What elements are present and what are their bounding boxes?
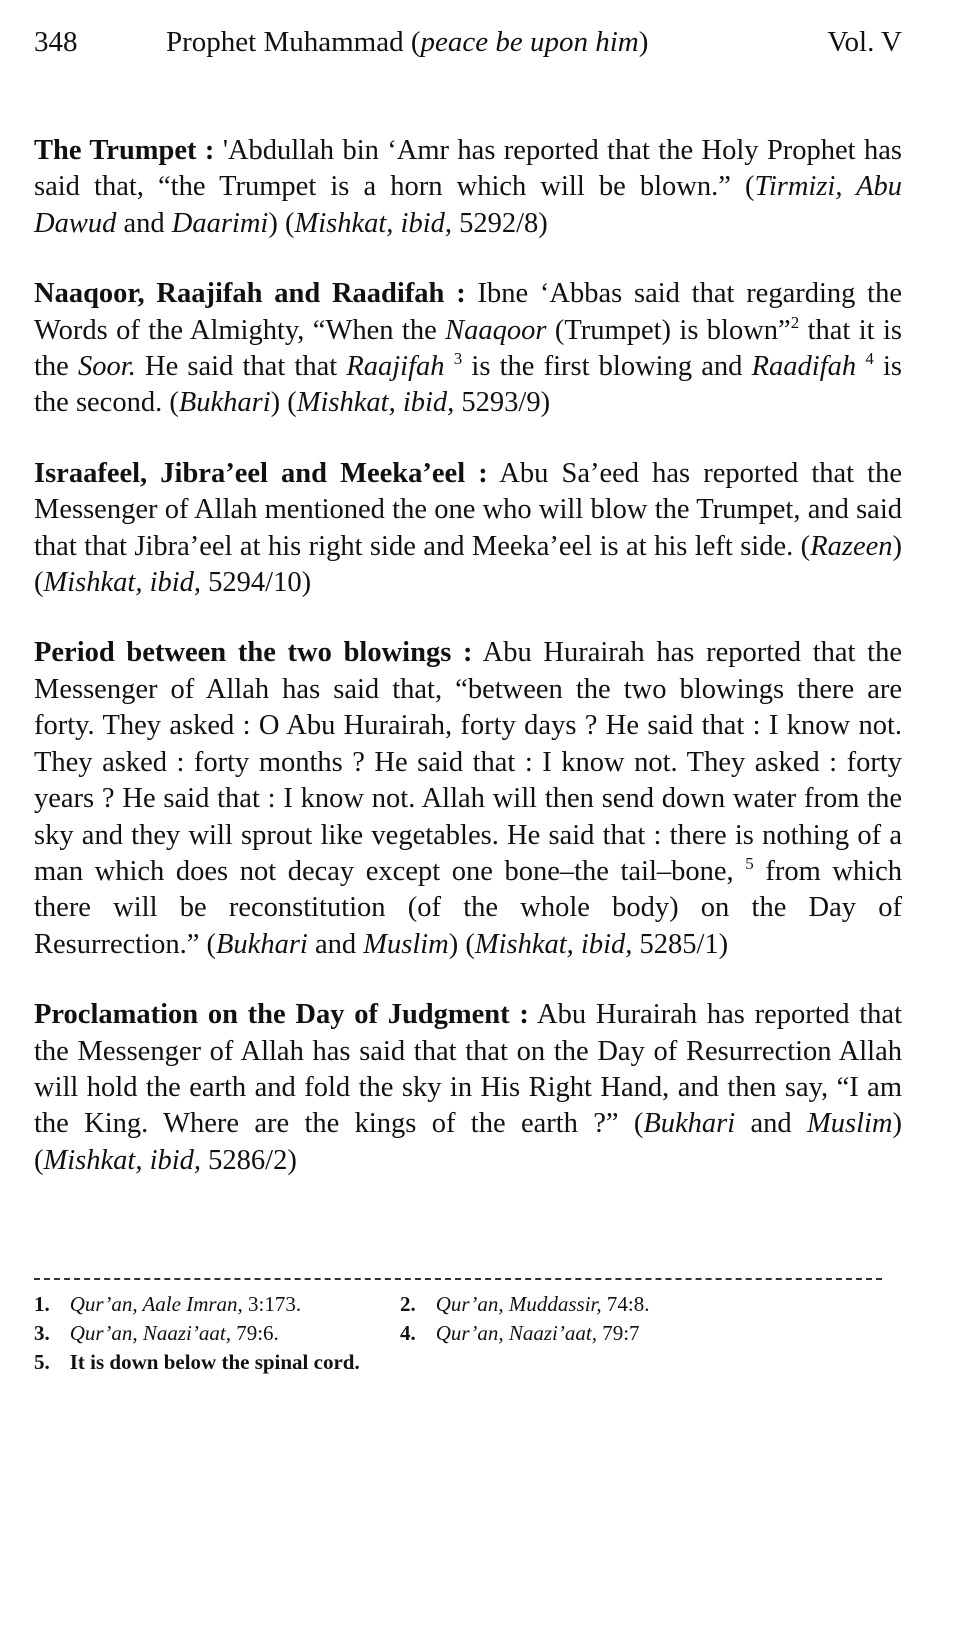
text: Ibne ‘Abbas said that regarding the Words of the Almighty, “When the <box>34 278 902 346</box>
footnote-source: Qur’an, Aale Imran, <box>69 1292 243 1316</box>
paragraph-naaqoor <box>34 276 902 422</box>
citation: Bukhari <box>643 1108 736 1140</box>
citation: Muslim <box>363 928 449 960</box>
footnote-text: 74:8. <box>601 1292 650 1316</box>
footnote-text: 79:6. <box>230 1321 279 1345</box>
footnote-ref: 4 <box>865 349 874 369</box>
text: Abu Hurairah has reported that the Messenger of Allah has said that that on the Day of Resurrection Allah will hold the earth and fold the sky in His Right Hand, and then say, “I am the King. Where are the kings of the earth ?” ( <box>34 999 902 1140</box>
paragraph-period <box>34 635 902 963</box>
citation: Daarimi <box>171 207 269 239</box>
footnote-source: Qur’an, Naazi’aat, <box>435 1321 597 1345</box>
footnote-source: Qur’an, Muddassir, <box>435 1292 602 1316</box>
paragraph-heading: Period between the two blowings : <box>34 637 473 669</box>
running-title-suffix: ) <box>638 26 649 58</box>
text: He said that that <box>135 351 347 383</box>
text: ) ( <box>34 530 902 599</box>
footnote-number: 1. <box>34 1292 50 1316</box>
text: ) ( <box>268 207 295 239</box>
footnote-number: 4. <box>400 1321 416 1345</box>
text: 5294/10) <box>201 567 312 599</box>
paragraph-heading: Israafeel, Jibra’eel and Meeka’eel : <box>34 457 488 489</box>
footnote-text: 3:173. <box>242 1292 302 1316</box>
text: is the first blowing and <box>462 351 752 383</box>
paragraph-proclamation <box>34 997 902 1179</box>
text: is the second. ( <box>34 351 903 419</box>
text: and <box>735 1108 807 1140</box>
paragraph-heading: Proclamation on the Day of Judgment : <box>34 999 529 1031</box>
citation: Muslim <box>807 1108 893 1140</box>
text: that it is the <box>34 314 902 383</box>
text: 'Abdullah bin ‘Amr has reported that the Holy Prophet has said that, “the Trumpet is a horn which will be blown.” ( <box>34 135 902 203</box>
footnote-ref: 5 <box>745 853 754 873</box>
text: 5286/2) <box>201 1144 297 1176</box>
citation: Bukhari <box>178 387 271 419</box>
term: Naaqoor <box>445 314 547 346</box>
paragraph-heading: The Trumpet : <box>34 135 215 166</box>
footnote-divider <box>34 1278 882 1280</box>
text: Abu Hurairah has reported that the Messenger of Allah has said that, “between the two blowings there are forty. They asked : O Abu Hurairah, forty days ? He said that : I know not. They asked : forty months ? He said that : I know not. They asked : forty years ? He said that : I know not. Allah will then send down water from the sky and they will sprout like vegetables. He said that : there is nothing of a man which does not decay except one bone–the tail–bone, <box>34 637 902 887</box>
paragraph-israafeel <box>34 456 902 602</box>
volume-label: Vol. V <box>827 26 902 58</box>
term: Raadifah <box>751 351 857 383</box>
footnote-text: 79:7 <box>596 1321 640 1345</box>
text: ) ( <box>448 928 475 960</box>
text: (Trumpet) is blown” <box>546 314 791 346</box>
footnote-text: It is down below the spinal cord. <box>69 1350 360 1374</box>
citation: Tirmizi, Abu Dawud <box>34 171 902 239</box>
term: Soor. <box>78 351 136 383</box>
citation: Mishkat, ibid, <box>43 1144 202 1176</box>
running-title-prefix: Prophet Muhammad ( <box>166 26 421 58</box>
citation: Mishkat, ibid, <box>474 928 633 960</box>
footnote-ref: 2 <box>790 312 800 332</box>
footnote-2 <box>400 1290 649 1319</box>
text: and <box>307 928 364 960</box>
footnote-4 <box>400 1319 640 1348</box>
footnote-row <box>34 1290 902 1319</box>
page-number: 348 <box>34 26 78 58</box>
footnote-1 <box>34 1290 301 1319</box>
running-title <box>166 22 648 62</box>
footnote-ref: 3 <box>453 349 463 369</box>
running-title-italic: peace be upon him <box>420 26 639 58</box>
footnote-5 <box>34 1348 360 1377</box>
paragraph-heading: Naaqoor, Raajifah and Raadifah : <box>34 278 466 310</box>
footnote-row <box>34 1348 902 1377</box>
citation: Bukhari <box>216 928 308 960</box>
footnote-number: 3. <box>34 1321 50 1345</box>
paragraph-trumpet <box>34 133 902 242</box>
footnote-3 <box>34 1319 279 1348</box>
footnote-number: 5. <box>34 1350 50 1374</box>
text: 5285/1) <box>632 928 729 960</box>
text: ) ( <box>34 1108 902 1176</box>
text: Abu Sa’eed has reported that the Messenger of Allah mentioned the one who will blow the Trumpet, and said that that Jibra’eel at his right side and Meeka’eel is at his left side. ( <box>34 457 902 562</box>
footnote-source: Qur’an, Naazi’aat, <box>69 1321 231 1345</box>
text: 5292/8) <box>451 207 548 239</box>
citation: Mishkat, ibid, <box>296 387 455 419</box>
footnote-number: 2. <box>400 1292 416 1316</box>
text: ) ( <box>270 387 297 419</box>
citation: Razeen <box>810 530 893 562</box>
term: Raajifah <box>346 351 445 383</box>
page-header <box>34 22 902 62</box>
citation: Mishkat, ibid, <box>294 207 452 239</box>
citation: Mishkat, ibid, <box>43 567 202 599</box>
body-text <box>34 133 902 1213</box>
footnotes <box>34 1290 902 1377</box>
text: from which there will be reconstitution (of the whole body) on the Day of Resurrection.” ( <box>34 855 902 960</box>
footnote-row <box>34 1319 902 1348</box>
text: and <box>116 207 172 239</box>
text: 5293/9) <box>454 387 551 419</box>
